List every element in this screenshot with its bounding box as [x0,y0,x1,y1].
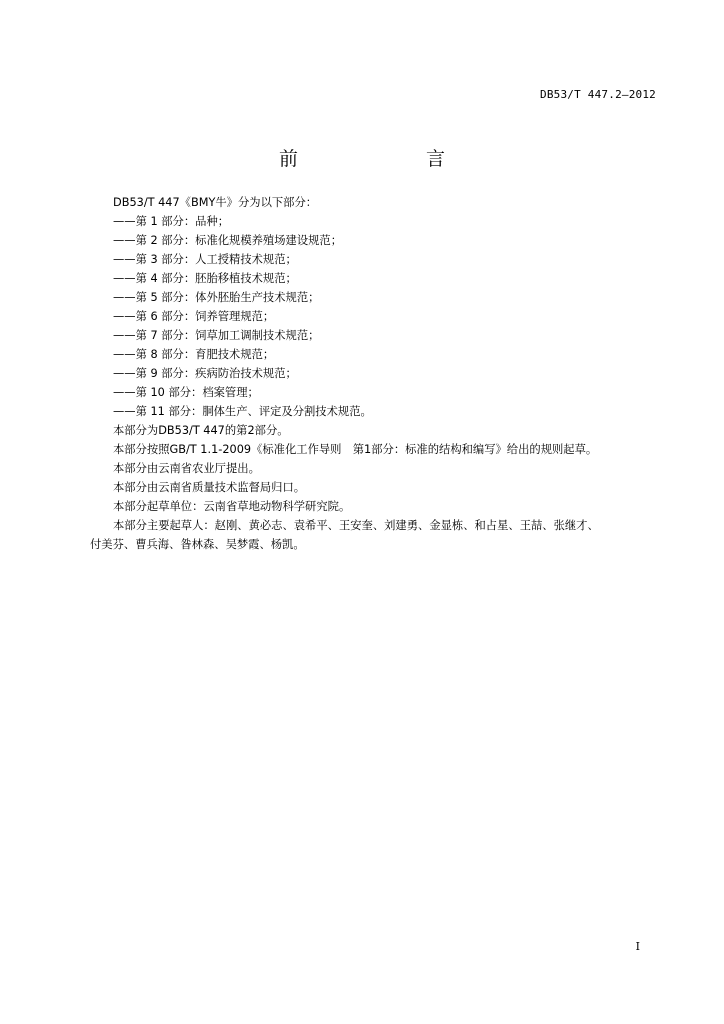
statement-paragraph: 本部分按照GB/T 1.1-2009《标准化工作导则 第1部分：标准的结构和编写》给出的规则起草。 [113,443,598,456]
intro-paragraph: DB53/T 447《BMY牛》分为以下部分： [113,196,318,209]
part-list-item: ——第 1 部分：品种； [113,215,230,228]
part-list-item: ——第 10 部分：档案管理； [113,386,259,399]
standard-code: DB53/T 447.2—2012 [540,88,656,101]
part-list-item: ——第 3 部分：人工授精技术规范； [113,253,297,266]
statement-paragraph: 本部分由云南省质量技术监督局归口。 [113,481,306,494]
part-list-item: ——第 5 部分：体外胚胎生产技术规范； [113,291,320,304]
drafters-line-2: 付美芬、曹兵海、昝林森、吴梦霞、杨凯。 [90,538,305,551]
statement-paragraph: 本部分为DB53/T 447的第2部分。 [113,424,289,437]
page-number: I [635,940,640,953]
statement-paragraph: 本部分起草单位：云南省草地动物科学研究院。 [113,500,351,513]
part-list-item: ——第 4 部分：胚胎移植技术规范； [113,272,297,285]
part-list-item: ——第 2 部分：标准化规模养殖场建设规范； [113,234,343,247]
foreword-body [90,193,670,554]
part-list-item: ——第 8 部分：育肥技术规范； [113,348,275,361]
statement-paragraph: 本部分由云南省农业厅提出。 [113,462,260,475]
part-list-item: ——第 6 部分：饲养管理规范； [113,310,275,323]
part-list-item: ——第 9 部分：疾病防治技术规范； [113,367,297,380]
drafters-paragraph [90,516,670,554]
part-list-item: ——第 7 部分：饲草加工调制技术规范； [113,329,320,342]
drafters-line-1: 本部分主要起草人：赵刚、黄必志、袁希平、王安奎、刘建勇、金显栋、和占星、王喆、张继才、 [113,519,599,532]
page-title: 前 言 [278,148,475,170]
part-list-item: ——第 11 部分：胴体生产、评定及分割技术规范。 [113,405,372,418]
